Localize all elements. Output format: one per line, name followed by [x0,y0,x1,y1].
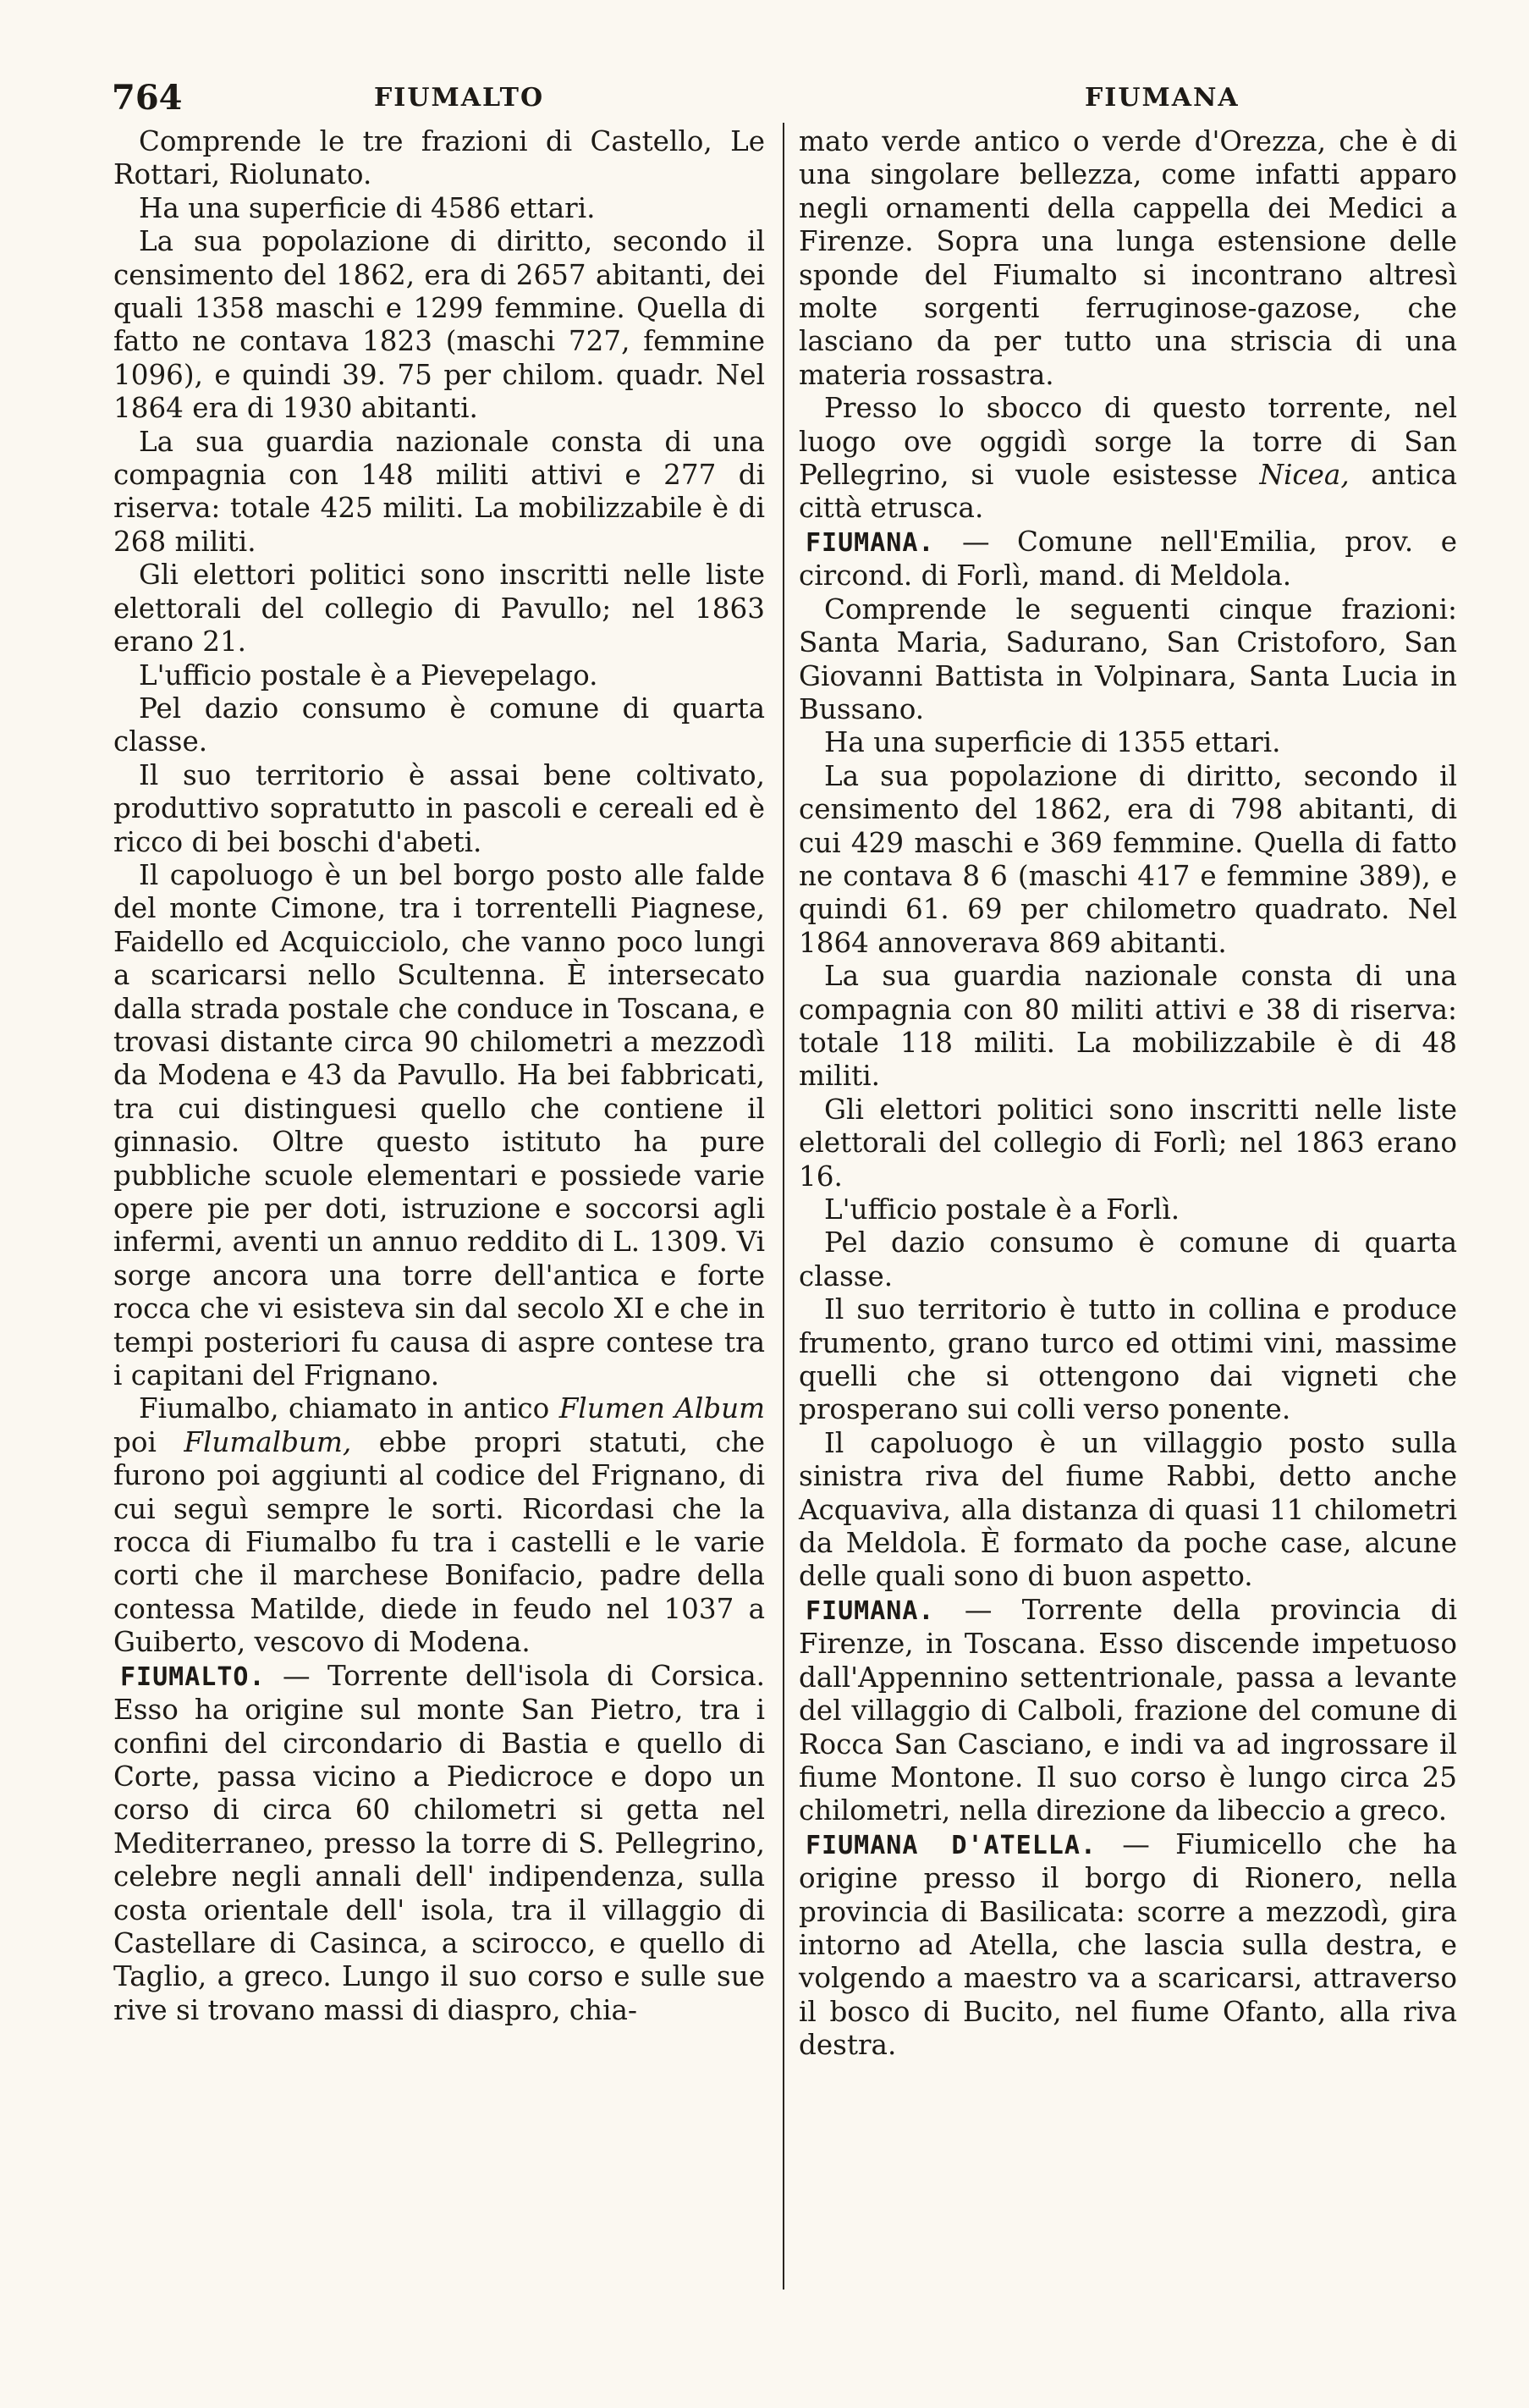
paragraph: La sua popolazione di diritto, secondo il censimento del 1862, era di 798 abitanti, di cui 429 maschi e 369 femmine. Quella di fatto ne contava 8 6 (maschi 417 e femmine 389), e quindi 61. 69 per chilometro quadrato. Nel 1864 annoverava 869 abitanti. [799,759,1457,959]
entry-text: — Comune nell'Emilia, prov. e circond. di Forlì, mand. di Meldola. [799,525,1457,592]
text-run: antica città etrusca. [799,459,1457,525]
page-number: 764 [112,78,183,118]
entry-headword: FIUMALTO. [120,1661,266,1692]
column-divider [783,123,784,2290]
running-head-right: FIUMANA [1085,83,1240,113]
text-run: Fiumalbo, chiamato in antico [139,1392,559,1425]
paragraph: Il capoluogo è un villaggio posto sulla sinistra riva del fiume Rabbi, detto anche Acquaviva, alla distanza di quasi 11 chilometri da Meldola. È formato da poche case, alcune delle quali sono di buon aspetto. [799,1426,1457,1593]
paragraph: L'ufficio postale è a Pievepelago. [139,658,598,692]
dictionary-entry [799,1594,1457,1828]
entry-headword: FIUMANA. [806,1595,935,1626]
paragraph [799,392,1457,526]
dictionary-entry [113,1660,765,2027]
text-run: poi [113,1425,184,1458]
paragraph: L'ufficio postale è a Forlì. [824,1193,1180,1226]
paragraph: Il capoluogo è un bel borgo posto alle falde del monte Cimone, tra i torrentelli Piagnese, Faidello ed Acquicciolo, che vanno poco lungi a scaricarsi nello Scultenna. È intersecato dalla strada postale che conduce in Toscana, e trovasi distante circa 90 chilometri a mezzodì da Modena e 43 da Pavullo. Ha bei fabbricati, tra cui distinguesi quello che contiene il ginnasio. Oltre questo istituto ha pure pubbliche scuole elementari e possiede varie opere pie per doti, istruzione e soccorsi agli infermi, aventi un annuo reddito di L. 1309. Vi sorge ancora una torre dell'antica e forte rocca che vi esisteva sin dal secolo XI e che in tempi posteriori fu causa di aspre contese tra i capitani del Frignano. [113,858,765,1392]
entry-text: — Torrente della provincia di Firenze, in Toscana. Esso discende impetuoso dall'Appennino settentrionale, passa a levante del villaggio di Calboli, frazione del comune di Rocca San Casciano, e indi va ad ingrossare il fiume Montone. Il suo corso è lungo circa 25 chilometri, nella direzione da libeccio a greco. [799,1593,1457,1827]
paragraph: Il suo territorio è tutto in collina e produce frumento, grano turco ed ottimi vini, massime quelli che si ottengono dai vigneti che prosperano sui colli verso ponente. [799,1293,1457,1426]
paragraph: Gli elettori politici sono inscritti nelle liste elettorali del collegio di Forlì; nel 1863 erano 16. [799,1093,1457,1193]
paragraph: Comprende le tre frazioni di Castello, Le Rottari, Riolunato. [113,125,765,191]
paragraph: Comprende le seguenti cinque frazioni: Santa Maria, Sadurano, San Cristoforo, San Giovanni Battista in Volpinara, Santa Lucia in Bussano. [799,592,1457,725]
text-run: Presso lo sbocco di questo torrente, nel luogo ove oggidì sorge la torre di San Pellegrino, si vuole esistesse [799,392,1457,492]
paragraph: Ha una superficie di 1355 ettari. [824,726,1281,759]
italic-term: Flumen Album [558,1392,765,1425]
entry-headword: FIUMANA. [806,527,935,558]
dictionary-entry [799,1828,1457,2063]
text-run: ebbe propri statuti, che furono poi aggiunti al codice del Frignano, di cui seguì sempre le sorti. Ricordasi che la rocca di Fiumalbo fu tra i castelli e le varie corti che il marchese Bonifacio, padre della contessa Matilde, diede in feudo nel 1037 a Guiberto, vescovo di Modena. [113,1425,765,1659]
paragraph: Il suo territorio è assai bene coltivato, produttivo sopratutto in pascoli e cereali ed è ricco di bei boschi d'abeti. [113,758,765,858]
entry-headword: FIUMANA D'ATELLA. [806,1830,1097,1860]
paragraph: Pel dazio consumo è comune di quarta classe. [799,1226,1457,1292]
paragraph: Pel dazio consumo è comune di quarta classe. [113,692,765,758]
right-column [799,125,1457,2063]
paragraph: Gli elettori politici sono inscritti nelle liste elettorali del collegio di Pavullo; nel 1863 erano 21. [113,559,765,658]
entry-text: — Torrente dell'isola di Corsica. Esso ha origine sul monte San Pietro, tra i confini del circondario di Bastia e quello di Corte, passa vicino a Piedicroce e dopo un corso di circa 60 chilometri si getta nel Mediterraneo, presso la torre di S. Pellegrino, celebre negli annali dell' indipendenza, sulla costa orientale dell' isola, tra il villaggio di Castellare di Casinca, a scirocco, e quello di Taglio, a greco. Lungo il suo corso e sulle sue rive si trovano massi di diaspro, chia- [113,1659,765,2026]
italic-term: Nicea, [1259,459,1350,492]
italic-term: Flumalbum, [184,1425,352,1458]
paragraph: Ha una superficie di 4586 ettari. [139,191,596,224]
paragraph: mato verde antico o verde d'Orezza, che è di una singolare bellezza, come infatti apparo negli ornamenti della cappella dei Medici a Firenze. Sopra una lunga estensione delle sponde del Fiumalto si incontrano altresì molte sorgenti ferruginose-gazose, che lasciano da per tutto una striscia di una materia rossastra. [799,125,1457,391]
dictionary-entry [799,526,1457,593]
left-column [113,125,765,2027]
paragraph: La sua guardia nazionale consta di una compagnia con 80 militi attivi e 38 di riserva: totale 118 militi. La mobilizzabile è di 48 militi. [799,960,1457,1093]
running-head-left: FIUMALTO [374,83,545,113]
paragraph: La sua guardia nazionale consta di una compagnia con 148 militi attivi e 277 di riserva: totale 425 militi. La mobilizzabile è di 268 militi. [113,425,765,558]
entry-text: — Fiumicello che ha origine presso il borgo di Rionero, nella provincia di Basilicata: scorre a mezzodì, gira intorno ad Atella, che lascia sulla destra, e volgendo a maestro va a scaricarsi, attraverso il bosco di Bucito, nel fiume Ofanto, alla riva destra. [799,1827,1457,2062]
paragraph [113,1392,765,1659]
paragraph: La sua popolazione di diritto, secondo il censimento del 1862, era di 2657 abitanti, dei quali 1358 maschi e 1299 femmine. Quella di fatto ne contava 1823 (maschi 727, femmine 1096), e quindi 39. 75 per chilom. quadr. Nel 1864 era di 1930 abitanti. [113,225,765,425]
page-header [112,78,1449,120]
